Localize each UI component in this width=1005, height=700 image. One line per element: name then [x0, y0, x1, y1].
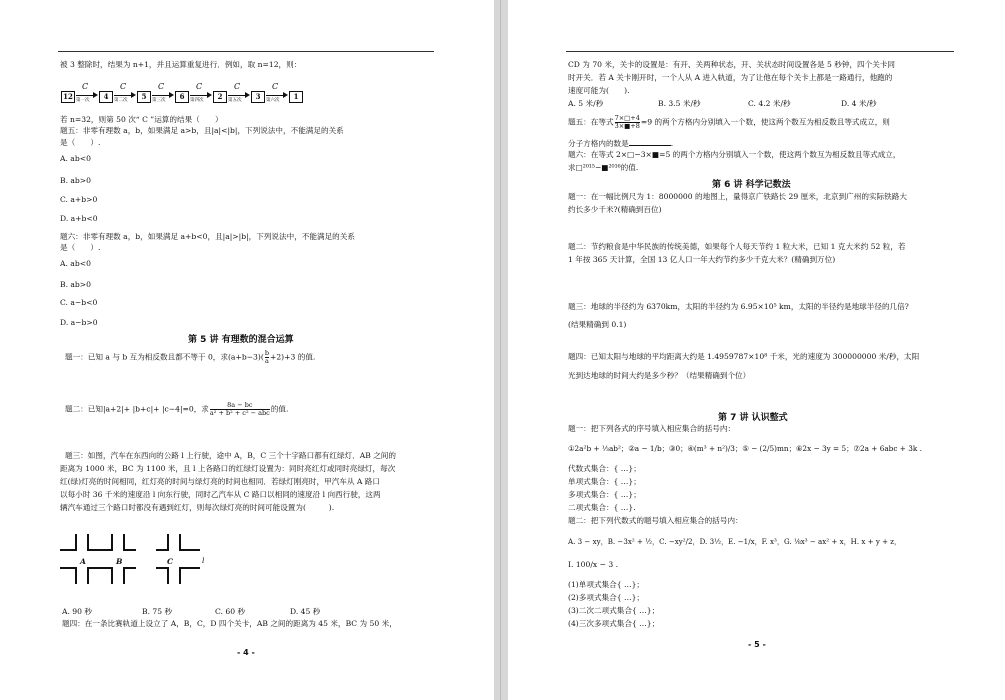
s7-q2-last: I. 100/x − 3 .	[568, 560, 619, 569]
q4-cont-3: 速度可能为( ).	[568, 86, 630, 95]
q4-cont-2: 时开关．若 A 关卡刚开时，一个人从 A 进入轨道，为了让他在每个关卡上都是一路通行，他跑的	[568, 73, 893, 82]
s6-q2-line2: 1 年按 365 天计算，全国 13 亿人口一年大约节约多少千克大米？(精确到万位)	[568, 255, 836, 264]
q5-option-b: B. ab>0	[60, 176, 91, 185]
step-label: 第一次	[76, 97, 90, 103]
s7-q1: 题一：把下列各式的序号填入相应集合的括号内：	[568, 424, 736, 433]
s6-q2-line1: 题二：节约粮食是中华民族的传统美德，如果每个人每天节约 1 粒大米，已知 1 克大米约 52 粒，若	[568, 242, 906, 251]
road-label-c: C	[167, 557, 174, 566]
chain-arrow	[114, 81, 136, 105]
q6-option-b: B. ab>0	[60, 280, 91, 289]
step-label: 第五次	[228, 97, 242, 103]
s6-q1-line2: 约长多少千米?(精确到百位)	[568, 205, 662, 214]
s5-q4: 题四：在一条比赛轨道上设立了 A，B，C，D 四个关卡，AB 之间的距离为 45 米，BC 为 50 米，	[62, 619, 397, 628]
chain-value-box: 3	[251, 91, 265, 103]
chain-value-box: 4	[99, 91, 113, 103]
s6-q3-line1: 题三：地球的半径约为 6370km，太阳的半径约为 6.95×10⁵ km，太阳的半径约是地球半径的几倍?	[568, 302, 909, 311]
intro-text: 被 3 整除时，结果为 n+1，并且运算重复进行．例如，取 n=12，则：	[60, 60, 302, 69]
q6-text-cont: 是（ ）.	[60, 243, 101, 252]
set-binomial: 二项式集合：{ …}.	[568, 503, 636, 512]
chain-value-box: 12	[61, 91, 75, 103]
road-label-a: A	[80, 557, 86, 566]
page-gutter	[494, 0, 508, 700]
chain-value-box: 1	[289, 91, 303, 103]
q4-option-b: B. 3.5 米/秒	[658, 99, 701, 108]
q4-option-a: A. 5 米/秒	[568, 99, 604, 108]
q4-option-c: C. 4.2 米/秒	[748, 99, 791, 108]
chain-arrow	[190, 81, 212, 105]
s4-q5-cont: 分子方格内的数是 .	[568, 139, 674, 148]
lecture-5-heading: 第 5 讲 有理数的混合运算	[188, 335, 294, 345]
s6-q3-line2: (结果精确到 0.1)	[568, 320, 627, 329]
operation-label: C	[82, 81, 89, 91]
answer-blank[interactable]	[629, 137, 671, 146]
step-label: 第四次	[190, 97, 204, 103]
q6-option-c: C. a−b<0	[60, 298, 98, 307]
operation-label: C	[234, 81, 241, 91]
operation-label: C	[158, 81, 165, 91]
q3-option-d: D. 45 秒	[290, 607, 321, 616]
page-5	[508, 0, 1005, 700]
header-rule	[58, 51, 434, 52]
s7-q2-expressions: A. 3 − xy，B. −3x² + ½，C. −xy²/2，D. 3½，E. −1/x，F. x³，G. ⅛x³ − ax² + x，H. x + y + z，	[568, 537, 902, 546]
q3-line: 辆汽车通过三个路口时都没有遇到红灯，则每次绿灯亮的时间可能设置为( ).	[60, 503, 335, 512]
q3-line: 距离为 1000 米，BC 为 1100 米，且 l 上各路口的红绿灯设置为：同时亮红灯或同时亮绿灯，每次	[60, 464, 396, 473]
q6-option-d: D. a−b>0	[60, 318, 98, 327]
s6-q4-line2: 光到达地球的时间大约是多少秒？（结果精确到个位）	[568, 371, 751, 380]
chain-value-box: 2	[213, 91, 227, 103]
set-polynomial: 多项式集合：{ …}；	[568, 490, 641, 499]
q6-text: 题六：非零有理数 a，b，如果满足 a+b<0，且|a|>|b|，下列说法中，不能满足的关系	[60, 232, 355, 241]
set-algebraic: 代数式集合：{ …}；	[568, 464, 641, 473]
q6-option-a: A. ab<0	[60, 259, 91, 268]
operation-label: C	[196, 81, 203, 91]
chain-value-box: 6	[175, 91, 189, 103]
set-2-polynomial: (2)多项式集合{ …}；	[568, 593, 644, 602]
set-2-cubic-polynomial: (4)三次多项式集合{ …}；	[568, 619, 660, 628]
s4-q6: 题六：在等式 2×□−3×■=5 的两个方格内分别填入一个数，使这两个数互为相反数且等式成立，	[568, 150, 901, 159]
page-divider	[500, 0, 501, 700]
chain-arrow	[152, 81, 174, 105]
q3-line: 以每小时 36 千米的速度沿 l 向东行驶，同时乙汽车从 C 路口以相同的速度沿 l 向西行驶，这两	[60, 490, 381, 499]
page-4	[0, 0, 494, 700]
q5-option-a: A. ab<0	[60, 154, 91, 163]
lecture-6-heading: 第 6 讲 科学记数法	[712, 180, 791, 190]
operation-label: C	[272, 81, 279, 91]
step-label: 第六次	[266, 97, 280, 103]
chain-arrow	[228, 81, 250, 105]
q3-option-c: C. 60 秒	[215, 607, 246, 616]
q3-option-a: A. 90 秒	[62, 607, 92, 616]
page-number: - 4 -	[237, 648, 255, 657]
q5-option-c: C. a+b>0	[60, 195, 98, 204]
s6-q4-line1: 题四：已知太阳与地球的平均距离大约是 1.4959787×10⁸ 千米，光的速度为 300000000 米/秒，太阳	[568, 352, 920, 361]
chain-value-box: 5	[137, 91, 151, 103]
q3-option-b: B. 75 秒	[142, 607, 173, 616]
q3-line: 红(绿)灯亮的时间相同，红灯亮的时间与绿灯亮的时间也相同．若绿灯刚亮时，甲汽车从 A 路口	[60, 477, 380, 486]
s5-q1: 题一：已知 a 与 b 互为相反数且都不等于 0，求(a+b−3)( $\frac{b}{a}$ +2)+3 的值.	[65, 349, 316, 365]
chain-question: 若 n=32，则第 50 次“ C ”运算的结果（ ）	[60, 115, 223, 124]
header-rule	[566, 51, 954, 52]
set-monomial: 单项式集合：{ …}；	[568, 477, 641, 486]
q4-option-d: D. 4 米/秒	[841, 99, 877, 108]
set-2-monomial: (1)单项式集合{ …}；	[568, 580, 644, 589]
s5-q2: 题二：已知|a+2|+ |b+c|+ |c−4|=0，求 $\frac{8a - bc}{\text{a² + b² + c² − abc}}$ 的值.	[65, 401, 289, 417]
s6-q1-line1: 题一：在一幅比例尺为 1：8000000 的地图上，量得京广铁路长 29 厘米，北京到广州的实际铁路大	[568, 192, 907, 201]
s7-q2: 题二：把下列代数式的题号填入相应集合的括号内：	[568, 516, 743, 525]
step-label: 第三次	[152, 97, 166, 103]
q5-option-d: D. a+b<0	[60, 214, 98, 223]
q5-text: 题五：非零有理数 a，b，如果满足 a>b，且|a|<|b|，下列说法中，不能满足的关系	[60, 126, 344, 135]
operation-chain	[60, 81, 304, 108]
s4-q5: 题五：在等式 $\frac{7\times□+4}{3\times■+8}$ =9 的两个方格内分别填入一个数，使这两个数互为相反数且等式成立，则	[568, 114, 890, 130]
page-number: - 5 -	[748, 640, 766, 649]
q5-text-cont: 是（ ）.	[60, 138, 101, 147]
step-label: 第二次	[114, 97, 128, 103]
set-2-quadratic-binomial: (3)二次二项式集合{ …}；	[568, 606, 660, 615]
chain-arrow	[266, 81, 288, 105]
road-label-l: l	[202, 556, 205, 565]
lecture-7-heading: 第 7 讲 认识整式	[718, 413, 788, 423]
q4-cont-1: CD 为 70 米，关卡的设置是：有开、关两种状态，开、关状态时间设置各是 5 秒钟，四个关卡同	[568, 60, 896, 69]
s4-q6-cont: 求□²⁰¹⁵−■²⁰¹⁶的值.	[568, 163, 639, 172]
q3-line: 题三：如图，汽车在东西向的公路 l 上行驶，途中 A，B，C 三个十字路口都有红绿灯．AB 之间的	[65, 451, 396, 460]
road-label-b: B	[116, 557, 123, 566]
chain-arrow	[76, 81, 98, 105]
s7-q1-expressions: ①2a²b + ⅓ab²；②a − 1/b；③0；④(m³ + n²)/3；⑤ − (2/5)mn；⑥2x − 3y = 5；⑦2a + 6abc + 3k .	[568, 444, 922, 453]
operation-label: C	[120, 81, 127, 91]
